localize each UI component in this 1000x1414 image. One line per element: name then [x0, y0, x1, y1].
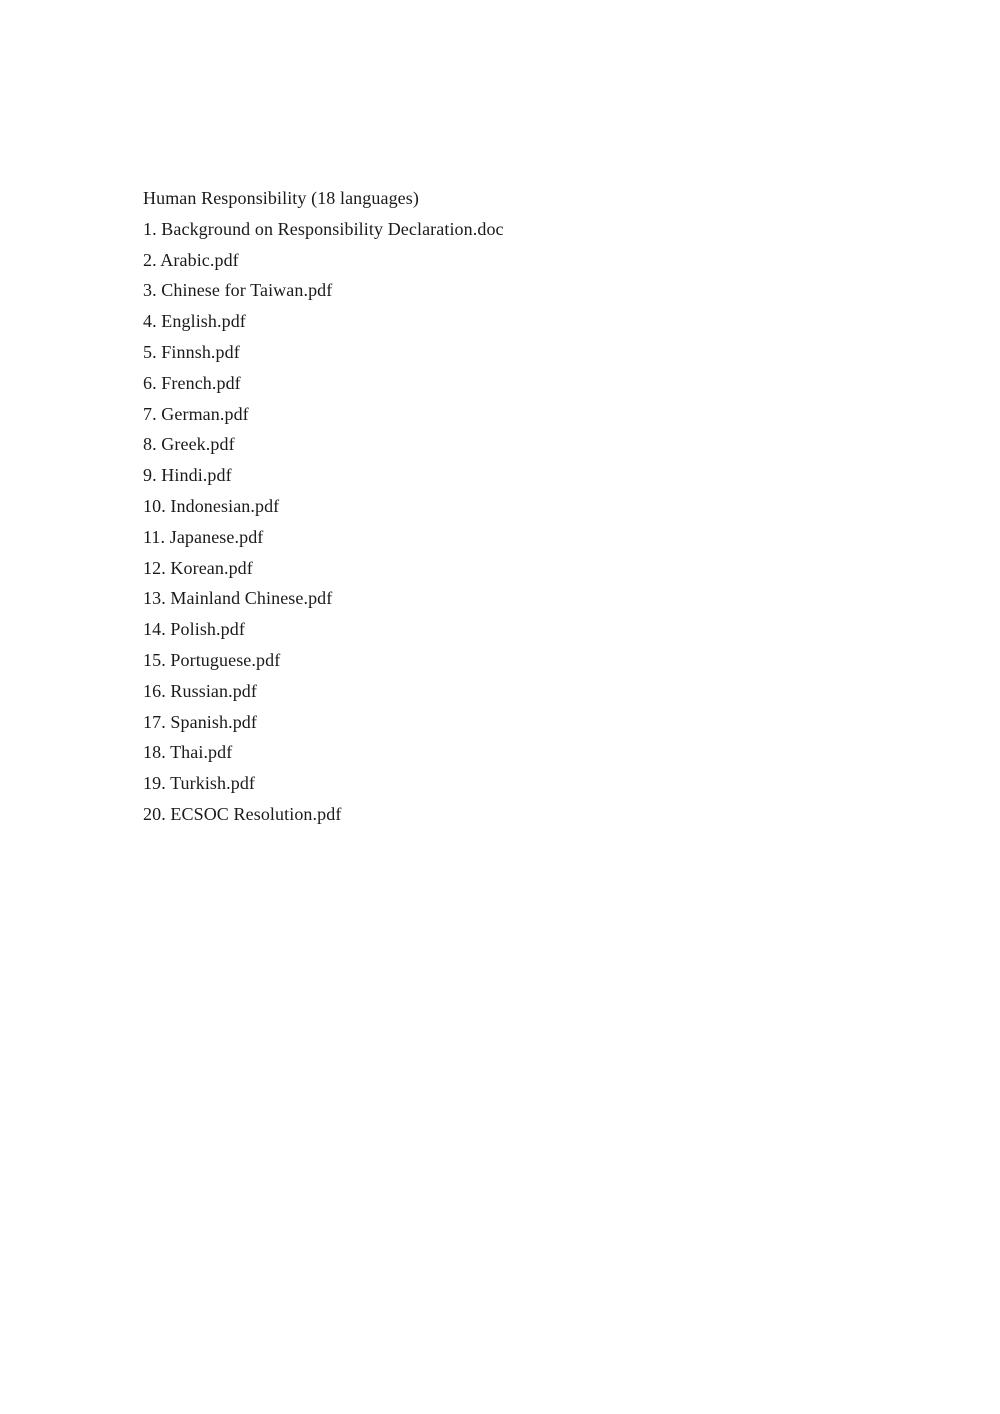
list-item: 1. Background on Responsibility Declaration.doc	[143, 218, 504, 239]
list-item: 17. Spanish.pdf	[143, 711, 257, 732]
list-item: 8. Greek.pdf	[143, 434, 235, 455]
list-item: 10. Indonesian.pdf	[143, 495, 280, 516]
list-item: 9. Hindi.pdf	[143, 465, 232, 486]
list-item: 7. German.pdf	[143, 403, 249, 424]
document-title: Human Responsibility (18 languages)	[143, 188, 419, 208]
list-item: 5. Finnsh.pdf	[143, 341, 240, 362]
list-item: 3. Chinese for Taiwan.pdf	[143, 280, 333, 301]
list-item: 20. ECSOC Resolution.pdf	[143, 803, 342, 824]
file-list-section	[143, 183, 504, 830]
list-item: 4. English.pdf	[143, 311, 246, 332]
list-item: 12. Korean.pdf	[143, 557, 253, 578]
list-item: 2. Arabic.pdf	[143, 249, 239, 270]
list-item: 11. Japanese.pdf	[143, 526, 264, 547]
list-item: 18. Thai.pdf	[143, 742, 233, 763]
list-item: 16. Russian.pdf	[143, 680, 257, 701]
list-item: 13. Mainland Chinese.pdf	[143, 588, 333, 609]
list-item: 19. Turkish.pdf	[143, 773, 256, 794]
list-item: 6. French.pdf	[143, 372, 241, 393]
list-item: 15. Portuguese.pdf	[143, 649, 281, 670]
list-item: 14. Polish.pdf	[143, 619, 245, 640]
